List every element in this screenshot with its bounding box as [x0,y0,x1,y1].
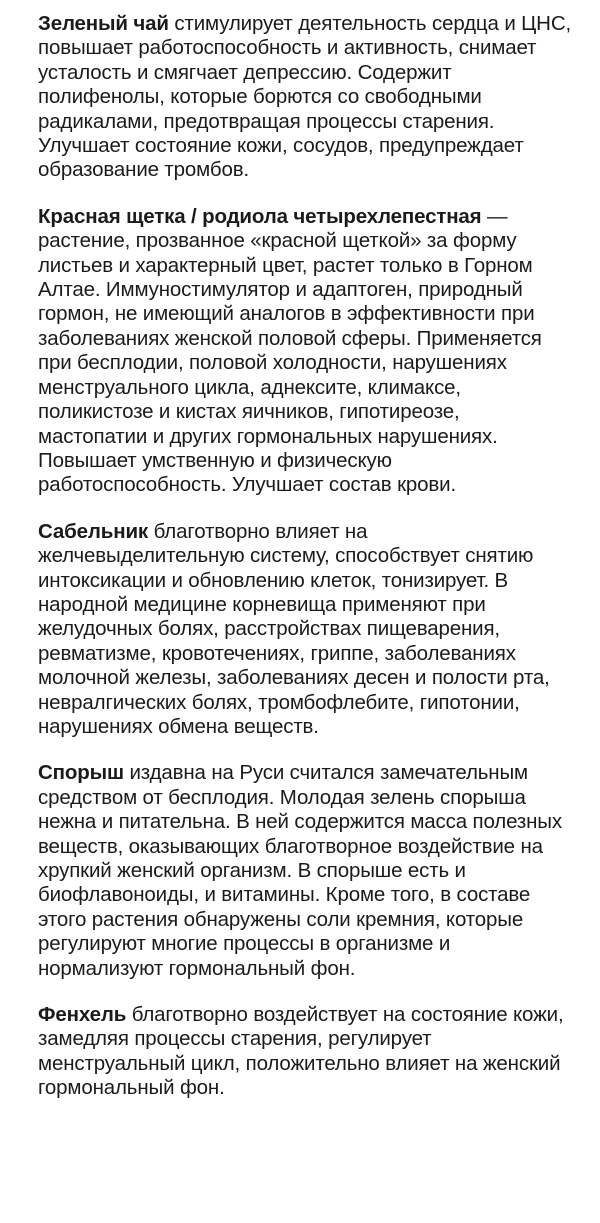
paragraph-sporysh [38,761,572,981]
paragraph-fennel [38,1003,572,1101]
herb-description: благотворно влияет на желчевыделительную систему, способствует снятию интоксикации и обновлению клеток, тонизирует. В народной медицине корневища применяют при желудочных болях, расстройствах пищеварения, ревматизме, кровотечениях, гриппе, заболеваниях молочной железы, заболеваниях десен и полости рта, невралгических болях, тромбофлебите, гипотонии, нарушениях обмена веществ. [38,519,550,738]
herb-description: издавна на Руси считался замечательным средством от бесплодия. Молодая зелень спорыша нежна и питательна. В ней содержится масса полезных веществ, оказывающих благотворное воздействие на хрупкий женский организм. В спорыше есть и биофлавоноиды, и витамины. Кроме того, в составе этого растения обнаружены соли кремния, которые регулируют многие процессы в организме и нормализуют гормональный фон. [38,761,562,980]
herb-title: Красная щетка / родиола четырехлепестная [38,204,482,228]
herb-description: стимулирует деятельность сердца и ЦНС, повышает работоспособность и активность, снимает усталость и смягчает депрессию. Содержит полифенолы, которые борются со свободными радикалами, предотвращая процессы старения. Улучшает состояние кожи, сосудов, предупреждает образование тромбов. [38,12,572,182]
herb-description: благотворно воздействует на состояние кожи, замедляя процессы старения, регулирует менструальный цикл, положительно влияет на женский гормональный фон. [38,1003,564,1100]
herb-title: Зеленый чай [38,12,169,35]
herb-description: — растение, прозванное «красной щеткой» за форму листьев и характерный цвет, растет только в Горном Алтае. Иммуностимулятор и адаптоген, природный гормон, не имеющий аналогов в эффективности при заболеваниях женской половой сферы. Применяется при бесплодии, половой холодности, нарушениях менструального цикла, аднексите, климаксе, поликистозе и кистах яичников, гипотиреозе, мастопатии и других гормональных нарушениях. Повышает умственную и физическую работоспособность. Улучшает состав крови. [38,204,542,497]
herb-title: Сабельник [38,519,149,543]
paragraph-green-tea [38,12,572,183]
herb-title: Фенхель [38,1003,127,1027]
herb-title: Спорыш [38,761,124,785]
paragraph-red-brush [38,205,572,498]
paragraph-sabelnik [38,520,572,740]
